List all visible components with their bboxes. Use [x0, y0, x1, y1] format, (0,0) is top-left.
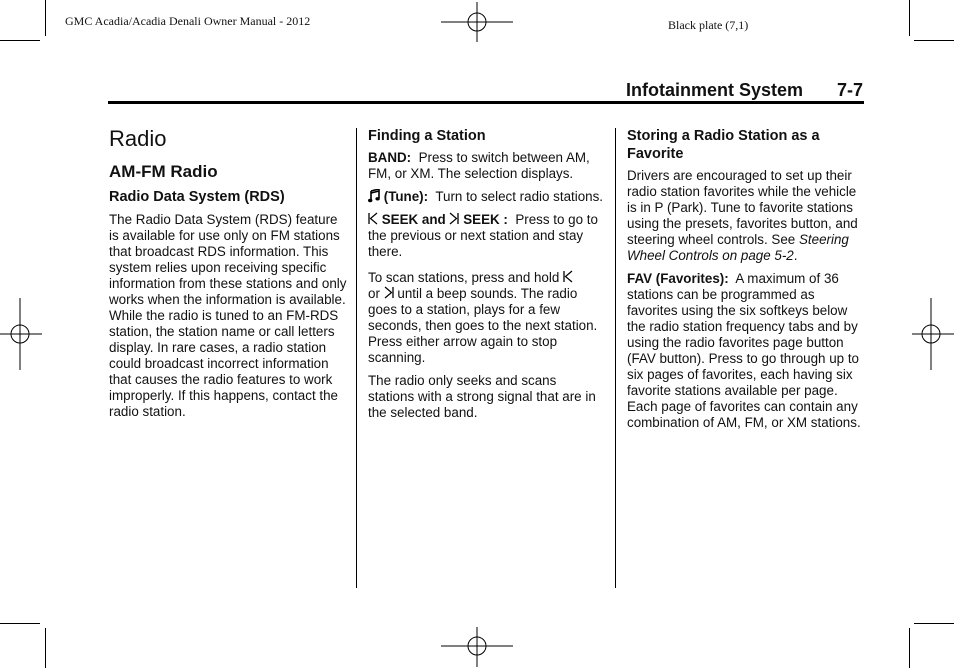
- crop-mark-bottom-left-v: [45, 628, 46, 668]
- crop-mark-top-left-h: [0, 40, 40, 41]
- registration-mark-left: [0, 298, 42, 370]
- column-divider-2: [615, 128, 616, 588]
- intro-end: .: [793, 248, 798, 263]
- scan-text-a: To scan stations, press and hold: [368, 270, 560, 285]
- plate-label: Black plate (7,1): [668, 18, 749, 32]
- seek-note: The radio only seeks and scans stations with a strong signal that are in the selected band.: [368, 373, 596, 420]
- favorites-intro: [627, 168, 867, 264]
- column-divider-1: [356, 128, 357, 588]
- registration-mark-bottom: [441, 627, 513, 667]
- fav-paragraph: [627, 271, 867, 431]
- crop-mark-top-right-v: [909, 0, 910, 36]
- seek-label-b: SEEK :: [463, 212, 508, 227]
- subsection-title: AM-FM Radio: [109, 162, 218, 181]
- favorites-intro-text: Drivers are encouraged to set up their radio station favorites while the vehicle is in P (Park). Tune to favorite stations using the presets, favorites button, and steering wheel controls. See: [627, 168, 858, 247]
- seek-next-icon: [384, 286, 394, 299]
- manual-title: GMC Acadia/Acadia Denali Owner Manual - 2012: [65, 14, 311, 28]
- band-label: BAND:: [368, 150, 412, 165]
- page-number: 7-7: [837, 80, 864, 100]
- band-text: Press to switch between AM, FM, or XM. The selection displays.: [368, 150, 590, 181]
- band-paragraph: [368, 150, 604, 182]
- section-title: Infotainment System: [626, 80, 804, 100]
- fav-text: A maximum of 36 stations can be programmed as favorites using the six softkeys below the radio station frequency tabs and by using the radio favorites page button (FAV button). Press to go through up to six pages of favorites, each having six favorite stations available per page. Each page of favorites can contain any combination of AM, FM, or XM stations.: [627, 271, 861, 430]
- tune-paragraph: [368, 189, 604, 205]
- fav-label: FAV (Favorites):: [627, 271, 729, 286]
- registration-mark-right: [912, 298, 954, 370]
- page-title: Radio: [109, 126, 167, 151]
- crop-mark-bottom-right-h: [914, 623, 954, 624]
- crop-mark-top-right-h: [914, 40, 954, 41]
- seek-next-icon: [449, 212, 459, 225]
- header-rule: [108, 101, 864, 104]
- crop-mark-bottom-right-v: [909, 628, 910, 668]
- crop-mark-bottom-left-h: [0, 623, 40, 624]
- seek-paragraph: [368, 212, 604, 260]
- column-3: [627, 127, 867, 438]
- seek-previous-icon: [563, 270, 573, 283]
- music-note-icon: [368, 189, 380, 203]
- favorites-heading: Storing a Radio Station as a Favorite: [627, 128, 820, 162]
- column-2: [368, 127, 604, 428]
- tune-text: Turn to select radio stations.: [435, 189, 604, 204]
- steering-wheel-reference: Steering Wheel Controls on page 5-2: [627, 232, 849, 263]
- tune-label: (Tune):: [383, 189, 429, 204]
- column-1: [109, 126, 349, 427]
- seek-label-a: SEEK and: [381, 212, 446, 227]
- registration-mark-top: [441, 2, 513, 42]
- scan-text-c: until a beep sounds. The radio goes to a station, plays for a few seconds, then goes to the next station. Press either arrow again to stop scanning.: [368, 286, 598, 365]
- seek-previous-icon: [368, 212, 378, 225]
- scan-text-b: or: [368, 286, 380, 301]
- rds-heading: Radio Data System (RDS): [109, 189, 285, 205]
- scan-paragraph: [368, 270, 604, 366]
- crop-mark-top-left-v: [45, 0, 46, 36]
- seek-text: Press to go to the previous or next station and stay there.: [368, 212, 598, 259]
- rds-body: The Radio Data System (RDS) feature is available for use only on FM stations that broadcast RDS information. This system relies upon receiving specific information from these stations and only works when the information is available. While the radio is tuned to an FM-RDS station, the station name or call letters display. In rare cases, a radio station could broadcast incorrect information that causes the radio features to work improperly. If this happens, contact the radio station.: [109, 212, 347, 419]
- finding-station-heading: Finding a Station: [368, 128, 486, 144]
